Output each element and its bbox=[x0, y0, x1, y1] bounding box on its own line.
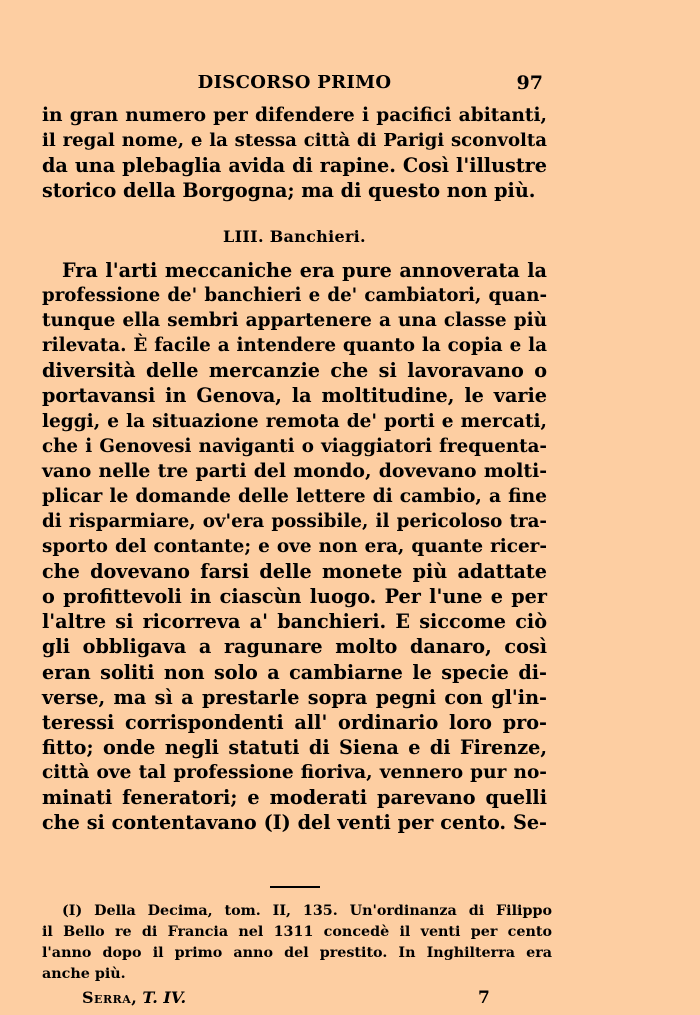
text-line: che i Genovesi naviganti o viaggiatori frequenta- bbox=[42, 435, 547, 457]
text-line: di risparmiare, ov'era possibile, il pericoloso tra- bbox=[42, 510, 547, 532]
footnote-separator bbox=[270, 886, 320, 888]
footnote-line: l'anno dopo il primo anno del prestito. In Inghilterra era bbox=[42, 945, 552, 961]
running-title: DISCORSO PRIMO bbox=[197, 72, 392, 93]
text-line: l'altre si ricorreva a' banchieri. E siccome ciò bbox=[42, 610, 547, 634]
text-line: plicar le domande delle lettere di cambio, a fine bbox=[42, 485, 547, 507]
text-line: diversità delle mercanzie che si lavoravano o bbox=[42, 359, 547, 383]
footnote-line: (I) Della Decima, tom. II, 135. Un'ordinanza di Filippo bbox=[62, 903, 552, 919]
text-line: verse, ma sì a prestarle sopra pegni con gl'in- bbox=[42, 685, 547, 709]
text-line: fitto; onde negli statuti di Siena e di Firenze, bbox=[42, 735, 547, 759]
text-line: in gran numero per difendere i pacifici abitanti, bbox=[42, 105, 547, 126]
text-line: leggi, e la situazione remota de' porti e mercati, bbox=[42, 410, 547, 432]
text-line: vano nelle tre parti del mondo, dovevano molti- bbox=[42, 459, 547, 482]
text-line: portavansi in Genova, la moltitudine, le varie bbox=[42, 384, 547, 408]
text-line: minati feneratori; e moderati parevano quelli bbox=[42, 785, 547, 809]
text-line: Fra l'arti meccaniche era pure annoverata la bbox=[62, 259, 547, 282]
text-line: gli obbligava a ragunare molto danaro, così bbox=[42, 635, 547, 659]
paragraph-banchieri bbox=[42, 258, 547, 835]
signature-comma: , bbox=[131, 988, 143, 1007]
text-line: tunque ella sembri appartenere a una classe più bbox=[42, 310, 547, 332]
text-line: da una plebaglia avida di rapine. Così l'illustre bbox=[42, 154, 547, 178]
running-head bbox=[42, 72, 547, 98]
section-heading: LIII. Banchieri. bbox=[223, 227, 366, 246]
page-number: 97 bbox=[516, 72, 543, 94]
footnote-line: il Bello re di Francia nel 1311 concedè il venti per cento bbox=[42, 924, 552, 940]
text-line: o profittevoli in ciascùn luogo. Per l'une e per bbox=[42, 585, 547, 609]
signature-mark: 7 bbox=[478, 988, 490, 1008]
text-line: teressi corrispondenti all' ordinario loro pro- bbox=[42, 710, 547, 734]
signature-volume: T. IV. bbox=[142, 988, 187, 1007]
signature-author: Serra bbox=[82, 988, 132, 1007]
footnotes bbox=[42, 901, 552, 985]
text-line: che si contentavano (I) del venti per cento. Se- bbox=[42, 811, 547, 835]
text-line: storico della Borgogna; ma di questo non più. bbox=[42, 179, 536, 203]
text-line: città ove tal professione fioriva, vennero pur no- bbox=[42, 761, 547, 783]
text-line: il regal nome, e la stessa città di Parigi sconvolta bbox=[42, 130, 547, 152]
text-line: eran soliti non solo a cambiarne le specie di- bbox=[42, 660, 547, 684]
printer-signature bbox=[82, 988, 186, 1007]
footnote-line: anche più. bbox=[42, 966, 126, 982]
text-line: rilevata. È facile a intendere quanto la copia e la bbox=[42, 335, 547, 357]
text-line: sporto del contante; e ove non era, quante ricer- bbox=[42, 536, 547, 558]
text-line: che dovevano farsi delle monete più adattate bbox=[42, 560, 547, 584]
paragraph-continuation bbox=[42, 103, 547, 203]
text-line: professione de' banchieri e de' cambiatori, quan- bbox=[42, 285, 547, 307]
